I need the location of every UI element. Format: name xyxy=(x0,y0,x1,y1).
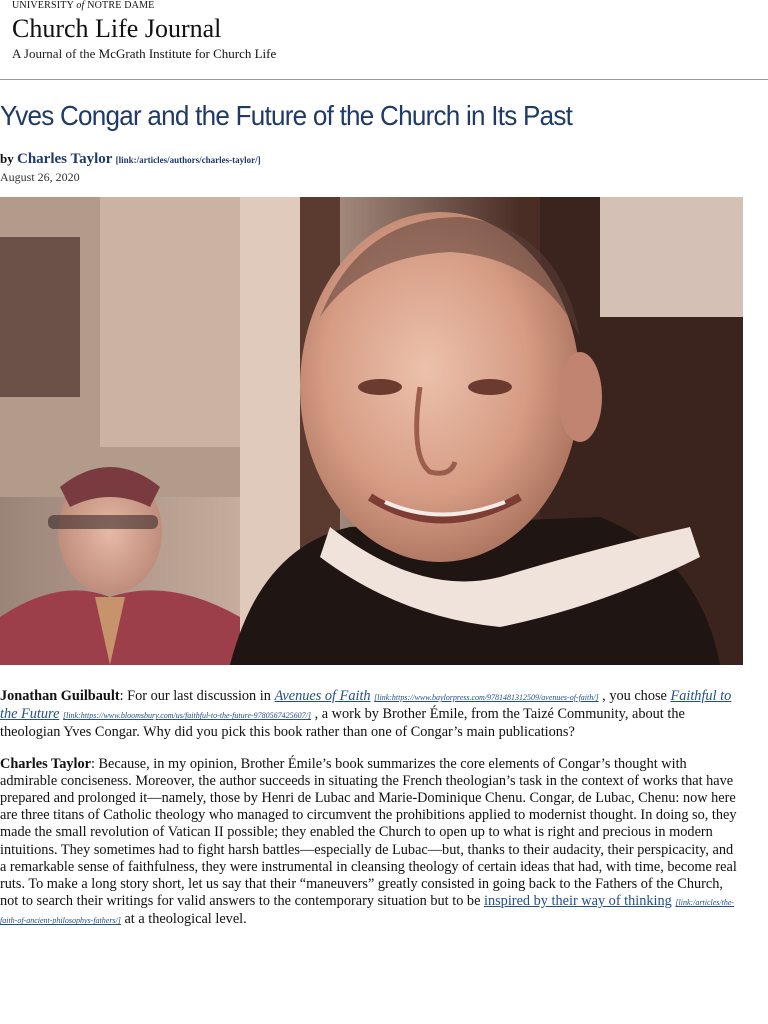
site-header xyxy=(0,0,768,80)
article-body xyxy=(0,688,742,944)
article-title: Yves Congar and the Future of the Church in Its Past xyxy=(0,100,573,131)
link-tag[interactable]: [link:https://www.bloomsbury.com/us/faithful-to-the-future-9780567425607/] xyxy=(63,711,311,721)
byline xyxy=(0,150,261,169)
paragraph-answer: Charles Taylor: Because, in my opinion, Brother Émile’s book summarizes the core elements of Congar’s thought with admirable conciseness. Moreover, the author succeeds in situating the French theologian’s task in the context of works that have prepared and prolonged it—namely, those by Henri de Lubac and Marie-Dominique Chenu. Congar, de Lubac, Chenu: now here are three titans of Catholic theology who managed to circumvent the prohibitions applied to modernist thought. In doing so, they made the small revolution of Vatican II possible; they enabled the Church to open up to what is right and precious in modern intuitions. They sometimes had to fight harsh battles—especially de Lubac—but, thanks to their audacity, their perspicacity, and a remarkable sense of faithfulness, they were instrumental in cleansing theology of certain ideas that had, with time, become real ruts. To make a long story short, let us say that their “maneuvers” greatly consisted in going back to the Fathers of the Church, not to search their writings for valid answers to the contemporary situation but to be inspired by their way of thinking [link:/articles/the-faith-of-ancient-philosophys-fathers/] at a theological level. xyxy=(0,755,737,928)
link-tag[interactable]: [link:https://www.baylorpress.com/9781481312509/avenues-of-faith/] xyxy=(374,693,599,702)
link-inspired-by-their-way-of-thinking[interactable]: inspired by their way of thinking xyxy=(484,893,672,910)
author-link[interactable]: Charles Taylor xyxy=(16,151,113,167)
speaker-name: Charles Taylor xyxy=(0,755,91,772)
link-faithful-to-the-future[interactable]: Faithful to the Future xyxy=(0,688,732,723)
journal-title[interactable]: Church Life Journal xyxy=(12,14,222,43)
author-link-tag[interactable]: [link:/articles/authors/charles-taylor/] xyxy=(115,155,261,165)
article-photo xyxy=(0,197,743,665)
byline-by: by xyxy=(0,151,14,166)
paragraph-question: Jonathan Guilbault: For our last discussion in Avenues of Faith [link:https://www.baylorpress.com/9781481312509/avenues-of-faith/] , you chose Faithful to the Future [link:https://www.bloomsbury.com/us/faithful-to-the-future-9780567425607/] , a work by Brother Émile, from the Taizé Community, about the theologian Yves Congar. Why did you pick this book rather than one of Congar’s main publications? xyxy=(0,688,732,741)
institute-name[interactable]: McGrath Institute for Church Life xyxy=(98,46,277,61)
photo-illustration xyxy=(0,197,743,665)
link-avenues-of-faith[interactable]: Avenues of Faith xyxy=(274,688,371,704)
link-tag[interactable]: [link:/articles/the-faith-of-ancient-philosophys-fathers/] xyxy=(0,898,735,926)
speaker-name: Jonathan Guilbault xyxy=(0,688,120,704)
publish-date: August 26, 2020 xyxy=(0,170,80,184)
journal-subtitle: A Journal of the McGrath Institute for Church Life xyxy=(12,46,277,61)
university-name[interactable]: UNIVERSITY of NOTRE DAME xyxy=(12,0,155,11)
